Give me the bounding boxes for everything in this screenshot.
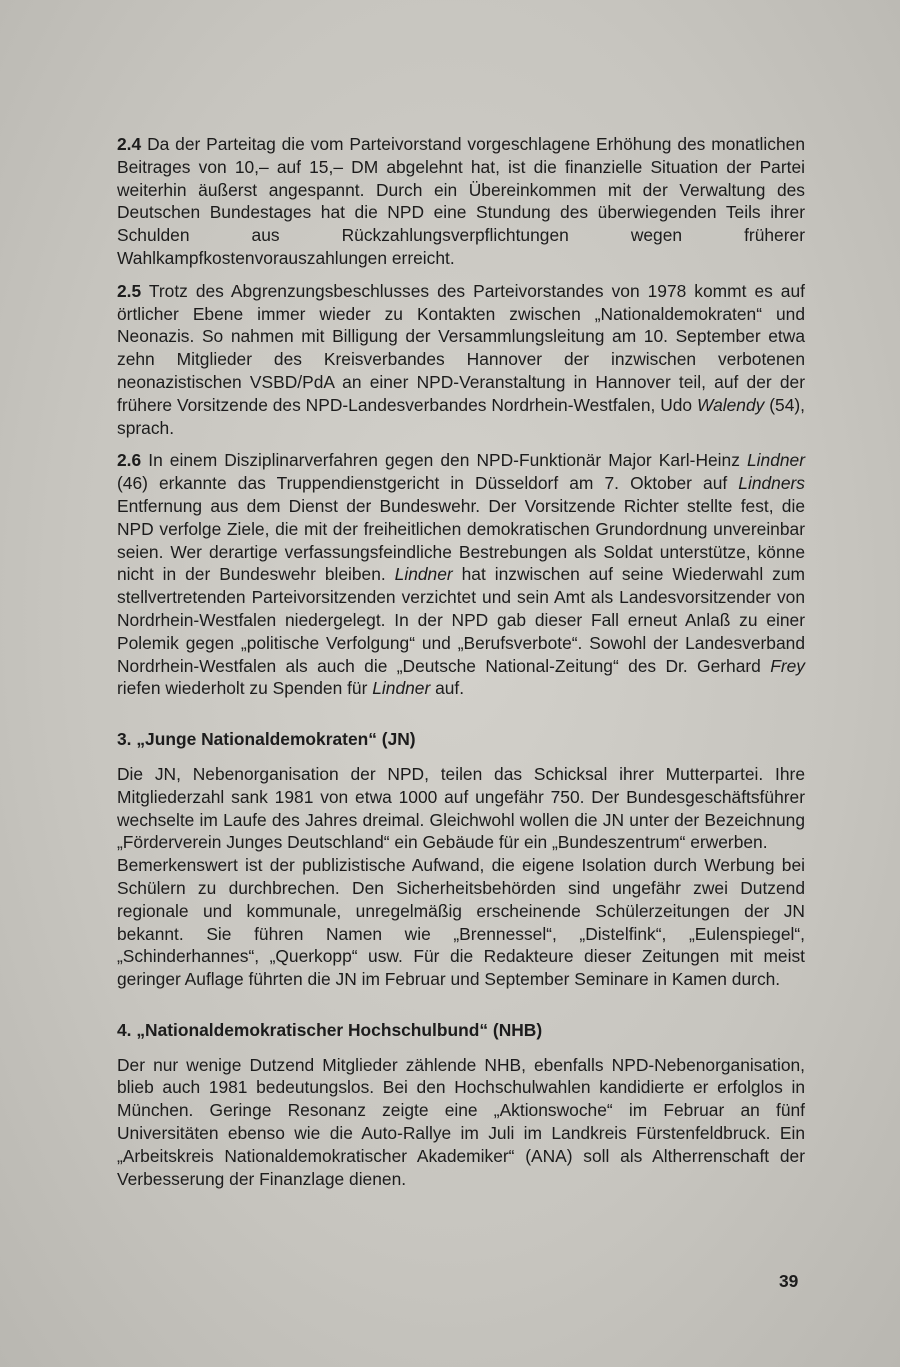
person-name: Lindner: [372, 678, 431, 699]
section-heading-4: 4. „Nationaldemokratischer Hochschulbund“ (NHB): [117, 1019, 543, 1040]
person-name: Lindner: [746, 450, 805, 471]
paragraph-text: auf.: [430, 678, 465, 699]
section-number: 2.5: [117, 280, 142, 301]
paragraph-2-5: [117, 280, 805, 440]
section-heading-3: 3. „Junge Nationaldemokraten“ (JN): [117, 729, 416, 750]
paragraph-text: Entfernung aus dem Dienst der Bundeswehr. Der Vorsitzende Richter stellte fest, die NPD verfolge Ziele, die mit der freiheitlichen demokratischen Grundordnung unvereinbar seien. Wer derartige verfassungsfeindliche Bestrebungen als Soldat unterstütze, könne nicht in der Bundeswehr bleiben.: [117, 495, 805, 585]
paragraph-2-4: [117, 133, 805, 270]
section-number: 2.4: [117, 134, 142, 154]
page-number: 39: [779, 1271, 799, 1291]
paragraph-text: Da der Parteitag die vom Parteivorstand vorgeschlagene Erhöhung des monatlichen Beitrages von 10,– auf 15,– DM abgelehnt hat, ist die finanzielle Situation der Partei weiterhin äußerst angespannt. Durch ein Übereinkommen mit der Verwaltung des Deutschen Bundestages hat die NPD eine Stundung des überwiegenden Teils ihrer Schulden aus Rückzahlungsverpflichtungen wegen früherer Wahlkampfkostenvorauszahlungen erreicht.: [117, 134, 805, 268]
person-name: Lindner: [394, 564, 453, 585]
person-name: Lindners: [738, 473, 805, 494]
paragraph-text: Trotz des Abgrenzungsbeschlusses des Parteivorstandes von 1978 kommt es auf örtlicher Ebene immer wieder zu Kontakten zwischen „Nationaldemokraten“ und Neonazis. So nahmen mit Billigung der Versammlungsleitung am 10. September etwa zehn Mitglieder des Kreisverbandes Hannover der inzwischen verbotenen neonazistischen VSBD/PdA an einer NPD-Veranstaltung in Hannover teil, auf der der frühere Vorsitzende des NPD-Landesverbandes Nordrhein-Westfalen, Udo: [117, 280, 805, 415]
paragraph-4-1: Der nur wenige Dutzend Mitglieder zählende NHB, ebenfalls NPD-Nebenorganisation, blieb auch 1981 bedeutungslos. Bei den Hochschulwahlen kandidierte er erfolglos in München. Geringe Resonanz zeigte eine „Aktionswoche“ im Februar an fünf Universitäten ebenso wie die Auto-Rallye im Juli im Landkreis Fürstenfeldbruck. Ein „Arbeitskreis Nationaldemokratischer Akademiker“ (ANA) soll als Altherrenschaft der Verbesserung der Finanzlage dienen.: [117, 1054, 805, 1189]
paragraph-2-6: [117, 449, 805, 700]
paragraph-text: riefen wiederholt zu Spenden für: [117, 678, 373, 699]
paragraph-text: (46) erkannte das Truppendienstgericht in Düsseldorf am 7. Oktober auf: [117, 473, 739, 494]
paragraph-text: (54), sprach.: [117, 394, 806, 438]
paragraph-text: hat inzwischen auf seine Wiederwahl zum stellvertretenden Parteivorsitzenden verzichtet und sein Amt als Landesvorsitzender von Nordrhein-Westfalen niedergelegt. In der NPD gab dieser Fall erneut Anlaß zu einer Polemik gegen „politische Verfolgung“ und „Berufsverbote“. Sowohl der Landesverband Nordrhein-Westfalen als auch die „Deutsche National-Zeitung“ des Dr. Gerhard: [117, 564, 805, 676]
paragraph-text: In einem Disziplinarverfahren gegen den NPD-Funktionär Major Karl-Heinz: [148, 450, 747, 471]
paragraph-3-1: Die JN, Nebenorganisation der NPD, teilen das Schicksal ihrer Mutterpartei. Ihre Mitgliederzahl sank 1981 von etwa 1000 auf ungefähr 750. Der Bundesgeschäftsführer wechselte im Laufe des Jahres dreimal. Gleichwohl wollen die JN unter der Bezeichnung „Förderverein Junges Deutschland“ ein Gebäude für ein „Bundeszentrum“ erwerben.: [117, 763, 805, 853]
person-name: Walendy: [697, 394, 765, 415]
section-number: 2.6: [117, 450, 142, 471]
person-name: Frey: [770, 655, 805, 676]
document-body: [117, 133, 805, 1200]
paragraph-3-2: Bemerkenswert ist der publizistische Aufwand, die eigene Isolation durch Werbung bei Schülern zu durchbrechen. Den Sicherheitsbehörden sind ungefähr zwei Dutzend regionale und kommunale, unregelmäßig erscheinende Schülerzeitungen der JN bekannt. Sie führen Namen wie „Brennessel“, „Distelfink“, „Eulenspiegel“, „Schinderhannes“, „Querkopp“ usw. Für die Redakteure dieser Zeitungen mit meist geringer Auflage führten die JN im Februar und September Seminare in Kamen durch.: [117, 855, 805, 990]
